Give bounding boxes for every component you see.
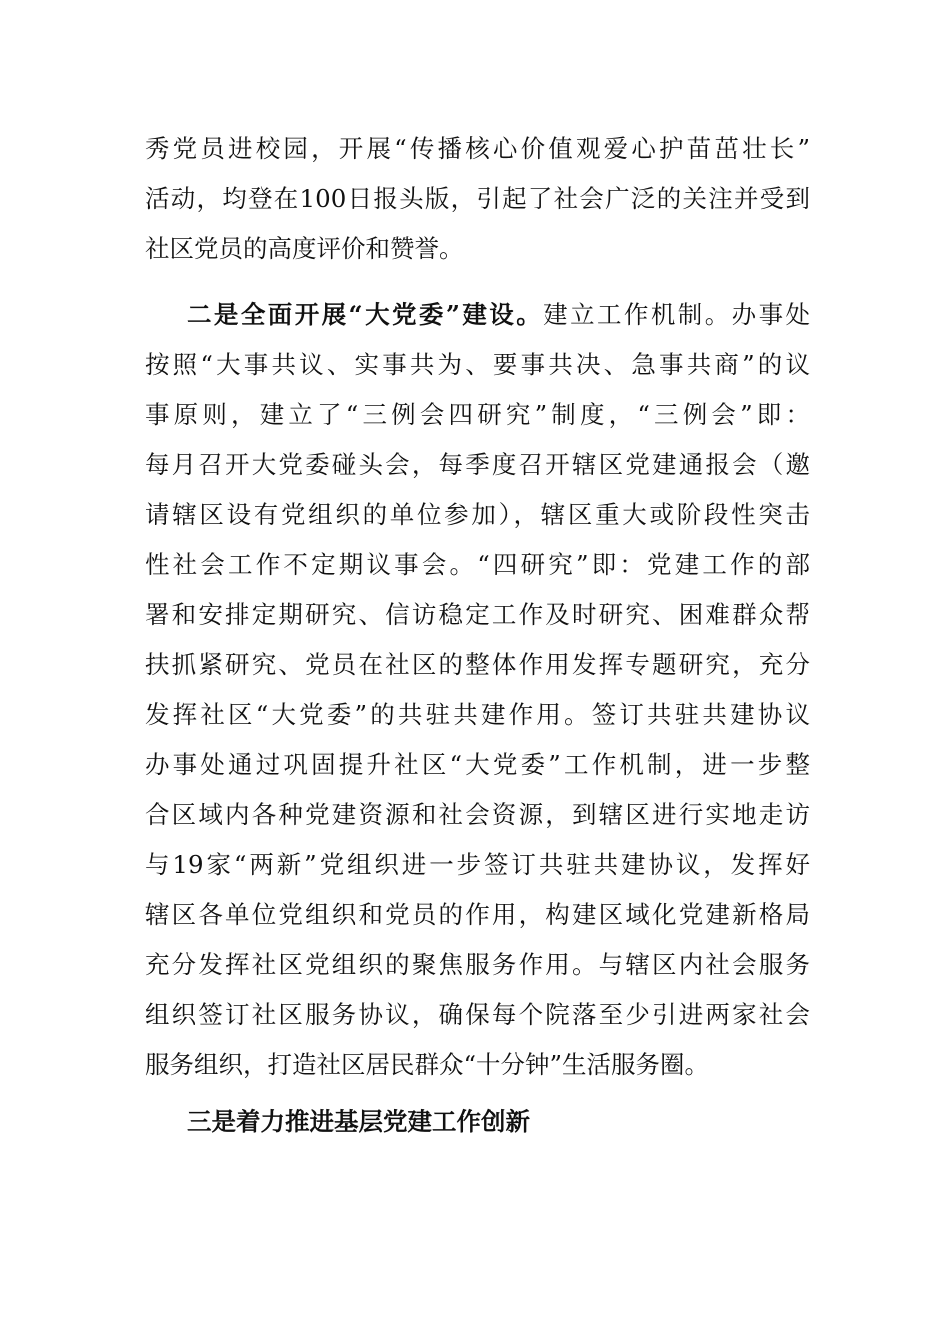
paragraph-2-line: 服务组织，打造社区居民群众“十分钟”生活服务圈。 bbox=[145, 1050, 710, 1079]
section-heading-3: 三是着力推进基层党建工作创新 bbox=[187, 1107, 530, 1136]
paragraph-2-line: 请辖区设有党组织的单位参加），辖区重大或阶段性突击 bbox=[145, 500, 810, 529]
paragraph-2-line: 署和安排定期研究、信访稳定工作及时研究、困难群众帮 bbox=[145, 600, 810, 629]
paragraph-1-line: 活动，均登在100日报头版，引起了社会广泛的关注并受到 bbox=[145, 184, 810, 213]
paragraph-2-lead-text: 建立工作机制。办事处 bbox=[543, 300, 810, 329]
paragraph-2-line: 发挥社区“大党委”的共驻共建作用。签订共驻共建协议 bbox=[145, 700, 810, 729]
paragraph-2-line: 合区域内各种党建资源和社会资源，到辖区进行实地走访 bbox=[145, 800, 810, 829]
paragraph-2-line: 事原则，建立了“三例会四研究”制度，“三例会”即： bbox=[145, 400, 810, 429]
paragraph-2-line: 充分发挥社区党组织的聚焦服务作用。与辖区内社会服务 bbox=[145, 950, 810, 979]
paragraph-2-line: 扶抓紧研究、党员在社区的整体作用发挥专题研究，充分 bbox=[145, 650, 810, 679]
paragraph-2-line: 与19家“两新”党组织进一步签订共驻共建协议，发挥好 bbox=[145, 850, 810, 879]
paragraph-1-line: 社区党员的高度评价和赞誉。 bbox=[145, 234, 464, 263]
paragraph-2-lead-heading: 二是全面开展“大党委”建设。 bbox=[187, 300, 544, 329]
paragraph-2-line: 辖区各单位党组织和党员的作用，构建区域化党建新格局 bbox=[145, 900, 810, 929]
paragraph-2-line: 性社会工作不定期议事会。“四研究”即：党建工作的部 bbox=[145, 550, 810, 579]
paragraph-2-line: 组织签订社区服务协议，确保每个院落至少引进两家社会 bbox=[145, 1000, 810, 1029]
paragraph-1-line: 秀党员进校园，开展“传播核心价值观爱心护苗茁壮长” bbox=[145, 134, 810, 163]
paragraph-2 bbox=[145, 290, 810, 1090]
paragraph-2-line: 按照“大事共议、实事共为、要事共决、急事共商”的议 bbox=[145, 350, 810, 379]
paragraph-1 bbox=[145, 124, 810, 274]
paragraph-2-first-line bbox=[145, 290, 810, 340]
paragraph-2-line: 办事处通过巩固提升社区“大党委”工作机制，进一步整 bbox=[145, 750, 810, 779]
paragraph-2-line: 每月召开大党委碰头会，每季度召开辖区党建通报会（邀 bbox=[145, 450, 810, 479]
